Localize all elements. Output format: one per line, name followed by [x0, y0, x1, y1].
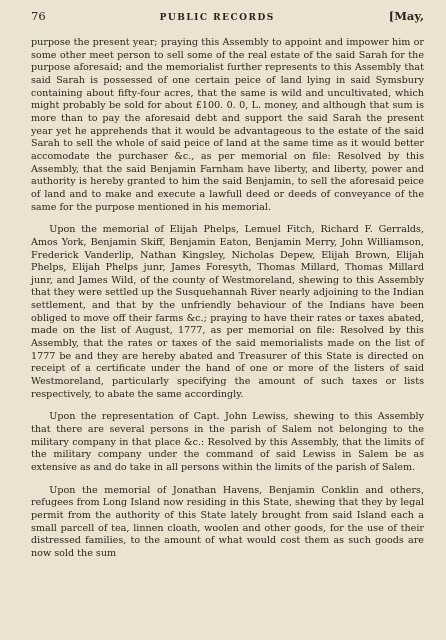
paragraph-continuation: purpose the present year; praying this Assembly to appoint and impower him or some other meet person to sell some of the real estate of the said Sarah for the purpose aforesaid; and the memorialist further represents to this Assembly that said Sarah is possessed of one certain peice of land lying in said Symsbury containing about fifty-four acres, that the same is wild and uncultivated, which might probably be sold for about £100. 0. 0, L. money, and although that sum is more than to pay the aforesaid debt and support the said Sarah the present year yet he apprehends that it would be advantageous to the estate of the said Sarah to sell the whole of said peice of land at the same time as it would better accomodate the purchaser &c., as per memorial on file: Resolved by this Assembly, that the said Benjamin Farnham have liberty, and liberty, power and authority is hereby granted to him the said Benjamin, to sell the aforesaid peice of land and to make and execute a lawfull deed or deeds of conveyance of the same for the purpose mentioned in his memorial.	[31, 37, 424, 213]
page-header	[31, 9, 424, 27]
running-title: PUBLIC RECORDS	[159, 13, 275, 23]
header-month: [May,	[388, 9, 424, 23]
page-number: 76	[31, 9, 46, 23]
paragraph-phelps-memorial: Upon the memorial of Elijah Phelps, Lemuel Fitch, Richard F. Gerralds, Amos York, Benjamin Skiff, Benjamin Eaton, Benjamin Merry, John Williamson, Frederick Vanderlip, Nathan Kingsley, Nicholas Depew, Elijah Brown, Elijah Phelps, Elijah Phelps junr, James Foresyth, Thomas Millard, Thomas Millard junr, and James Wild, of the county of Westmoreland, shewing to this Assembly that they were settled up the Susquehannah River nearly adjoining to the Indian settlement, and that by the unfriendly behaviour of the Indians have been obliged to move off their farms &c.; praying to have their rates or taxes abated, made on the list of August, 1777, as per memorial on file: Resolved by this Assembly, that the rates or taxes of the said memorialists made on the list of 1777 be and they are hereby abated and Treasurer of this State is directed on receipt of a certificate under the hand of one or more of the listers of said Westmoreland, particularly specifying the amount of such taxes or lists respectively, to abate the same accordingly.	[31, 224, 424, 400]
paragraph-havens-memorial: Upon the memorial of Jonathan Havens, Benjamin Conklin and others, refugees from Long Island now residing in this State, shewing that they by legal permit from the authority of this State lately brought from said Island each a small parcell of tea, linnen cloath, woolen and other goods, for the use of their distressed families, to the amount of what would cost them as such goods are now sold the sum	[31, 484, 424, 559]
page-body	[31, 37, 424, 561]
paragraph-lewiss-representation: Upon the representation of Capt. John Lewiss, shewing to this Assembly that there are several persons in the parish of Salem not belonging to the military company in that place &c.: Resolved by this Assembly, that the limits of the military company under the command of said Lewiss in Salem be as extensive as and do take in all persons within the limits of the parish of Salem.	[31, 411, 424, 473]
